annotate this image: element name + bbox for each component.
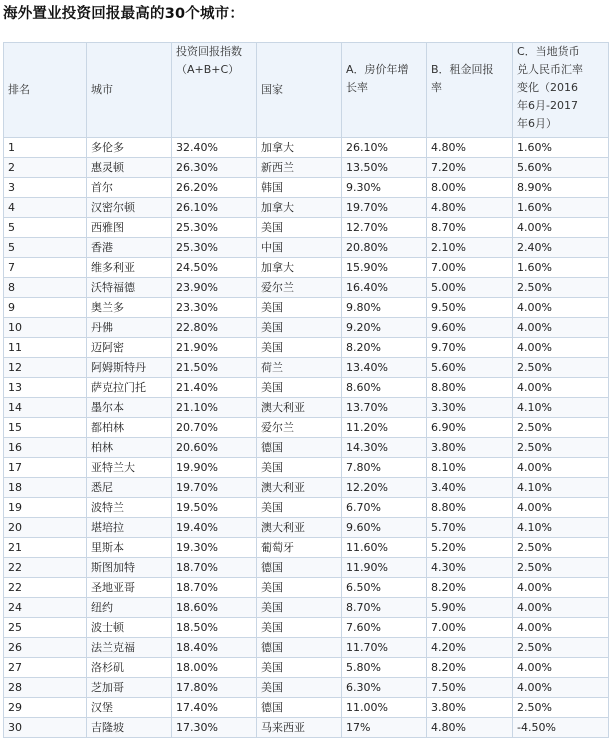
price-growth-cell: 11.20% xyxy=(342,418,427,438)
country-cell: 马来西亚 xyxy=(257,718,342,738)
price-growth-cell: 6.70% xyxy=(342,498,427,518)
country-cell: 德国 xyxy=(257,638,342,658)
city-cell: 法兰克福 xyxy=(87,638,172,658)
currency-change-cell: 4.00% xyxy=(513,598,609,618)
price-growth-cell: 11.90% xyxy=(342,558,427,578)
rent-yield-cell: 2.10% xyxy=(427,238,513,258)
currency-change-cell: 2.50% xyxy=(513,358,609,378)
table-row xyxy=(4,478,609,498)
price-growth-cell: 11.70% xyxy=(342,638,427,658)
rank-cell: 15 xyxy=(4,418,87,438)
header-currency-change: C．当地货币 兑人民币汇率 变化（2016 年6月-2017 年6月） xyxy=(513,43,609,138)
city-cell: 维多利亚 xyxy=(87,258,172,278)
currency-change-cell: 4.00% xyxy=(513,458,609,478)
rent-yield-cell: 4.80% xyxy=(427,198,513,218)
price-growth-cell: 17% xyxy=(342,718,427,738)
rank-cell: 27 xyxy=(4,658,87,678)
city-cell: 萨克拉门托 xyxy=(87,378,172,398)
country-cell: 爱尔兰 xyxy=(257,418,342,438)
return-index-cell: 17.30% xyxy=(172,718,257,738)
country-cell: 加拿大 xyxy=(257,258,342,278)
country-cell: 德国 xyxy=(257,558,342,578)
price-growth-cell: 12.20% xyxy=(342,478,427,498)
rent-yield-cell: 7.50% xyxy=(427,678,513,698)
country-cell: 美国 xyxy=(257,658,342,678)
currency-change-cell: 4.00% xyxy=(513,658,609,678)
country-cell: 新西兰 xyxy=(257,158,342,178)
country-cell: 澳大利亚 xyxy=(257,398,342,418)
country-cell: 葡萄牙 xyxy=(257,538,342,558)
header-rank: 排名 xyxy=(4,43,87,138)
price-growth-cell: 8.20% xyxy=(342,338,427,358)
table-row xyxy=(4,598,609,618)
country-cell: 中国 xyxy=(257,238,342,258)
header-rent-yield: B．租金回报 率 xyxy=(427,43,513,138)
return-index-cell: 18.40% xyxy=(172,638,257,658)
return-index-cell: 18.70% xyxy=(172,558,257,578)
currency-change-cell: -4.50% xyxy=(513,718,609,738)
city-cell: 汉密尔顿 xyxy=(87,198,172,218)
rank-cell: 1 xyxy=(4,138,87,158)
table-row xyxy=(4,258,609,278)
rank-cell: 30 xyxy=(4,718,87,738)
city-cell: 悉尼 xyxy=(87,478,172,498)
price-growth-cell: 7.60% xyxy=(342,618,427,638)
rank-cell: 25 xyxy=(4,618,87,638)
return-index-cell: 19.40% xyxy=(172,518,257,538)
table-row xyxy=(4,618,609,638)
return-index-cell: 18.60% xyxy=(172,598,257,618)
price-growth-cell: 12.70% xyxy=(342,218,427,238)
return-index-cell: 21.90% xyxy=(172,338,257,358)
city-cell: 斯图加特 xyxy=(87,558,172,578)
rent-yield-cell: 5.60% xyxy=(427,358,513,378)
rank-cell: 20 xyxy=(4,518,87,538)
return-index-cell: 26.30% xyxy=(172,158,257,178)
country-cell: 韩国 xyxy=(257,178,342,198)
country-cell: 荷兰 xyxy=(257,358,342,378)
return-index-cell: 19.50% xyxy=(172,498,257,518)
country-cell: 美国 xyxy=(257,678,342,698)
rank-cell: 3 xyxy=(4,178,87,198)
table-row xyxy=(4,438,609,458)
rank-cell: 28 xyxy=(4,678,87,698)
rank-cell: 9 xyxy=(4,298,87,318)
currency-change-cell: 4.00% xyxy=(513,578,609,598)
table-row xyxy=(4,178,609,198)
return-index-cell: 22.80% xyxy=(172,318,257,338)
price-growth-cell: 11.60% xyxy=(342,538,427,558)
city-cell: 都柏林 xyxy=(87,418,172,438)
return-index-cell: 25.30% xyxy=(172,218,257,238)
currency-change-cell: 4.10% xyxy=(513,518,609,538)
table-row xyxy=(4,358,609,378)
rank-cell: 21 xyxy=(4,538,87,558)
city-cell: 奥兰多 xyxy=(87,298,172,318)
country-cell: 美国 xyxy=(257,338,342,358)
table-row xyxy=(4,518,609,538)
city-cell: 堪培拉 xyxy=(87,518,172,538)
table-row xyxy=(4,638,609,658)
return-index-cell: 32.40% xyxy=(172,138,257,158)
rent-yield-cell: 4.80% xyxy=(427,138,513,158)
rent-yield-cell: 8.70% xyxy=(427,218,513,238)
table-row xyxy=(4,238,609,258)
rank-cell: 7 xyxy=(4,258,87,278)
table-row xyxy=(4,398,609,418)
country-cell: 加拿大 xyxy=(257,198,342,218)
table-row xyxy=(4,698,609,718)
price-growth-cell: 19.70% xyxy=(342,198,427,218)
country-cell: 爱尔兰 xyxy=(257,278,342,298)
rank-cell: 4 xyxy=(4,198,87,218)
rent-yield-cell: 7.20% xyxy=(427,158,513,178)
rent-yield-cell: 8.20% xyxy=(427,658,513,678)
rent-yield-cell: 8.20% xyxy=(427,578,513,598)
price-growth-cell: 13.50% xyxy=(342,158,427,178)
country-cell: 美国 xyxy=(257,458,342,478)
currency-change-cell: 2.40% xyxy=(513,238,609,258)
currency-change-cell: 4.00% xyxy=(513,218,609,238)
city-cell: 亚特兰大 xyxy=(87,458,172,478)
return-index-cell: 21.40% xyxy=(172,378,257,398)
country-cell: 美国 xyxy=(257,298,342,318)
currency-change-cell: 1.60% xyxy=(513,258,609,278)
city-cell: 吉隆坡 xyxy=(87,718,172,738)
currency-change-cell: 4.00% xyxy=(513,338,609,358)
rank-cell: 16 xyxy=(4,438,87,458)
city-cell: 里斯本 xyxy=(87,538,172,558)
table-row xyxy=(4,578,609,598)
price-growth-cell: 8.70% xyxy=(342,598,427,618)
rank-cell: 5 xyxy=(4,238,87,258)
currency-change-cell: 4.10% xyxy=(513,478,609,498)
rank-cell: 29 xyxy=(4,698,87,718)
currency-change-cell: 1.60% xyxy=(513,138,609,158)
table-row xyxy=(4,658,609,678)
rent-yield-cell: 9.50% xyxy=(427,298,513,318)
city-cell: 洛杉矶 xyxy=(87,658,172,678)
rent-yield-cell: 5.70% xyxy=(427,518,513,538)
price-growth-cell: 20.80% xyxy=(342,238,427,258)
table-row xyxy=(4,678,609,698)
currency-change-cell: 2.50% xyxy=(513,698,609,718)
table-row xyxy=(4,458,609,478)
price-growth-cell: 13.40% xyxy=(342,358,427,378)
rent-yield-cell: 9.70% xyxy=(427,338,513,358)
table-row xyxy=(4,198,609,218)
return-index-cell: 20.60% xyxy=(172,438,257,458)
currency-change-cell: 5.60% xyxy=(513,158,609,178)
city-cell: 西雅图 xyxy=(87,218,172,238)
return-index-cell: 23.30% xyxy=(172,298,257,318)
rent-yield-cell: 8.80% xyxy=(427,378,513,398)
currency-change-cell: 4.10% xyxy=(513,398,609,418)
currency-change-cell: 2.50% xyxy=(513,418,609,438)
city-cell: 波特兰 xyxy=(87,498,172,518)
currency-change-cell: 2.50% xyxy=(513,438,609,458)
country-cell: 美国 xyxy=(257,618,342,638)
rent-yield-cell: 9.60% xyxy=(427,318,513,338)
rank-cell: 18 xyxy=(4,478,87,498)
rent-yield-cell: 5.20% xyxy=(427,538,513,558)
currency-change-cell: 2.50% xyxy=(513,278,609,298)
rank-cell: 12 xyxy=(4,358,87,378)
city-cell: 芝加哥 xyxy=(87,678,172,698)
rank-cell: 22 xyxy=(4,558,87,578)
return-index-cell: 18.70% xyxy=(172,578,257,598)
country-cell: 美国 xyxy=(257,578,342,598)
city-cell: 墨尔本 xyxy=(87,398,172,418)
rent-yield-cell: 3.80% xyxy=(427,438,513,458)
header-country: 国家 xyxy=(257,43,342,138)
price-growth-cell: 7.80% xyxy=(342,458,427,478)
rank-cell: 17 xyxy=(4,458,87,478)
price-growth-cell: 9.20% xyxy=(342,318,427,338)
price-growth-cell: 26.10% xyxy=(342,138,427,158)
city-cell: 迈阿密 xyxy=(87,338,172,358)
rank-cell: 13 xyxy=(4,378,87,398)
rent-yield-cell: 6.90% xyxy=(427,418,513,438)
rank-cell: 5 xyxy=(4,218,87,238)
rent-yield-cell: 8.10% xyxy=(427,458,513,478)
country-cell: 澳大利亚 xyxy=(257,478,342,498)
header-return-index: 投资回报指数 （A+B+C） xyxy=(172,43,257,138)
city-cell: 波士顿 xyxy=(87,618,172,638)
city-cell: 丹佛 xyxy=(87,318,172,338)
return-index-cell: 18.00% xyxy=(172,658,257,678)
rank-cell: 11 xyxy=(4,338,87,358)
currency-change-cell: 4.00% xyxy=(513,618,609,638)
rent-yield-cell: 7.00% xyxy=(427,618,513,638)
table-row xyxy=(4,378,609,398)
price-growth-cell: 11.00% xyxy=(342,698,427,718)
rank-cell: 14 xyxy=(4,398,87,418)
price-growth-cell: 5.80% xyxy=(342,658,427,678)
city-cell: 首尔 xyxy=(87,178,172,198)
rent-yield-cell: 5.00% xyxy=(427,278,513,298)
price-growth-cell: 9.60% xyxy=(342,518,427,538)
price-growth-cell: 15.90% xyxy=(342,258,427,278)
price-growth-cell: 6.30% xyxy=(342,678,427,698)
country-cell: 澳大利亚 xyxy=(257,518,342,538)
city-cell: 惠灵顿 xyxy=(87,158,172,178)
page-title: 海外置业投资回报最高的30个城市： xyxy=(3,6,245,22)
currency-change-cell: 2.50% xyxy=(513,558,609,578)
rent-yield-cell: 4.20% xyxy=(427,638,513,658)
price-growth-cell: 9.80% xyxy=(342,298,427,318)
city-cell: 柏林 xyxy=(87,438,172,458)
return-index-cell: 21.50% xyxy=(172,358,257,378)
price-growth-cell: 13.70% xyxy=(342,398,427,418)
rank-cell: 22 xyxy=(4,578,87,598)
currency-change-cell: 8.90% xyxy=(513,178,609,198)
rank-cell: 24 xyxy=(4,598,87,618)
table-row xyxy=(4,538,609,558)
rank-cell: 2 xyxy=(4,158,87,178)
return-index-cell: 24.50% xyxy=(172,258,257,278)
return-index-cell: 17.40% xyxy=(172,698,257,718)
table-row xyxy=(4,338,609,358)
price-growth-cell: 16.40% xyxy=(342,278,427,298)
return-index-cell: 21.10% xyxy=(172,398,257,418)
rank-cell: 10 xyxy=(4,318,87,338)
country-cell: 美国 xyxy=(257,378,342,398)
city-cell: 纽约 xyxy=(87,598,172,618)
return-index-cell: 26.10% xyxy=(172,198,257,218)
header-city: 城市 xyxy=(87,43,172,138)
rent-yield-cell: 8.00% xyxy=(427,178,513,198)
table-row xyxy=(4,418,609,438)
city-cell: 圣地亚哥 xyxy=(87,578,172,598)
currency-change-cell: 4.00% xyxy=(513,678,609,698)
table-row xyxy=(4,498,609,518)
return-index-cell: 20.70% xyxy=(172,418,257,438)
price-growth-cell: 8.60% xyxy=(342,378,427,398)
rent-yield-cell: 8.80% xyxy=(427,498,513,518)
rent-yield-cell: 3.80% xyxy=(427,698,513,718)
table-row xyxy=(4,718,609,738)
table-row xyxy=(4,158,609,178)
country-cell: 美国 xyxy=(257,498,342,518)
table-row xyxy=(4,558,609,578)
table-row xyxy=(4,218,609,238)
return-index-cell: 18.50% xyxy=(172,618,257,638)
table-row xyxy=(4,278,609,298)
price-growth-cell: 14.30% xyxy=(342,438,427,458)
header-price-growth: A．房价年增 长率 xyxy=(342,43,427,138)
rent-yield-cell: 5.90% xyxy=(427,598,513,618)
rent-yield-cell: 4.80% xyxy=(427,718,513,738)
rent-yield-cell: 3.40% xyxy=(427,478,513,498)
currency-change-cell: 4.00% xyxy=(513,298,609,318)
country-cell: 加拿大 xyxy=(257,138,342,158)
city-cell: 阿姆斯特丹 xyxy=(87,358,172,378)
table-header-row xyxy=(4,43,609,138)
rank-cell: 8 xyxy=(4,278,87,298)
rent-yield-cell: 3.30% xyxy=(427,398,513,418)
currency-change-cell: 4.00% xyxy=(513,318,609,338)
price-growth-cell: 6.50% xyxy=(342,578,427,598)
rent-yield-cell: 4.30% xyxy=(427,558,513,578)
currency-change-cell: 1.60% xyxy=(513,198,609,218)
country-cell: 德国 xyxy=(257,438,342,458)
country-cell: 美国 xyxy=(257,318,342,338)
city-ranking-table xyxy=(3,42,609,738)
currency-change-cell: 2.50% xyxy=(513,638,609,658)
rent-yield-cell: 7.00% xyxy=(427,258,513,278)
return-index-cell: 19.90% xyxy=(172,458,257,478)
return-index-cell: 19.70% xyxy=(172,478,257,498)
currency-change-cell: 2.50% xyxy=(513,538,609,558)
currency-change-cell: 4.00% xyxy=(513,498,609,518)
country-cell: 美国 xyxy=(257,218,342,238)
table-row xyxy=(4,318,609,338)
return-index-cell: 25.30% xyxy=(172,238,257,258)
city-cell: 沃特福德 xyxy=(87,278,172,298)
city-cell: 香港 xyxy=(87,238,172,258)
rank-cell: 26 xyxy=(4,638,87,658)
table-row xyxy=(4,298,609,318)
table-row xyxy=(4,138,609,158)
price-growth-cell: 9.30% xyxy=(342,178,427,198)
city-cell: 多伦多 xyxy=(87,138,172,158)
return-index-cell: 26.20% xyxy=(172,178,257,198)
rank-cell: 19 xyxy=(4,498,87,518)
country-cell: 德国 xyxy=(257,698,342,718)
currency-change-cell: 4.00% xyxy=(513,378,609,398)
return-index-cell: 17.80% xyxy=(172,678,257,698)
city-cell: 汉堡 xyxy=(87,698,172,718)
return-index-cell: 23.90% xyxy=(172,278,257,298)
country-cell: 美国 xyxy=(257,598,342,618)
return-index-cell: 19.30% xyxy=(172,538,257,558)
